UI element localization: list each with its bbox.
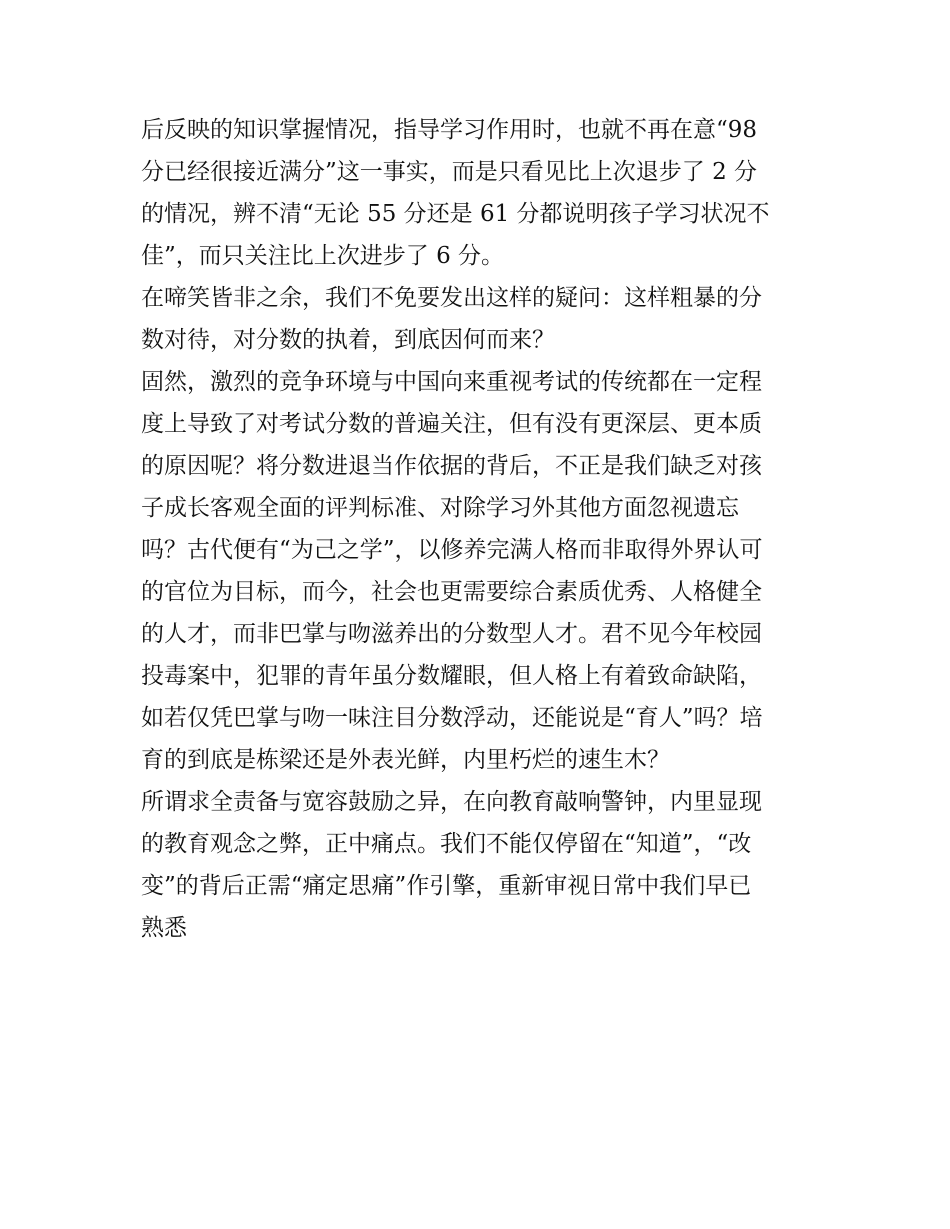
document-body <box>141 109 813 949</box>
text-line: 育的到底是栋梁还是外表光鲜，内里朽烂的速生木？ <box>141 747 670 773</box>
text-line: 子成长客观全面的评判标准、对除学习外其他方面忽视遗忘 <box>141 495 739 521</box>
text-line: 的人才，而非巴掌与吻滋养出的分数型人才。君不见今年校园 <box>141 621 762 647</box>
text-line: 投毒案中，犯罪的青年虽分数耀眼，但人格上有着致命缺陷， <box>141 663 762 689</box>
text-line: 如若仅凭巴掌与吻一味注目分数浮动，还能说是“育人”吗？培 <box>141 705 763 731</box>
text-line: 所谓求全责备与宽容鼓励之异，在向教育敲响警钟，内里显现 <box>141 789 762 815</box>
text-line: 度上导致了对考试分数的普遍关注，但有没有更深层、更本质 <box>141 411 762 437</box>
text-line: 熟悉 <box>141 915 187 941</box>
text-line: 的情况，辨不清“无论 55 分还是 61 分都说明孩子学习状况不 <box>141 201 770 227</box>
text-line: 在啼笑皆非之余，我们不免要发出这样的疑问：这样粗暴的分 <box>141 285 762 311</box>
text-line: 吗？古代便有“为己之学”，以修养完满人格而非取得外界认可 <box>141 537 763 563</box>
text-line: 的教育观念之弊，正中痛点。我们不能仅停留在“知道”，“改 <box>141 831 752 857</box>
text-line: 变”的背后正需“痛定思痛”作引擎，重新审视日常中我们早已 <box>141 873 752 899</box>
text-line: 后反映的知识掌握情况，指导学习作用时，也就不再在意“98 <box>141 117 758 143</box>
text-line: 固然，激烈的竞争环境与中国向来重视考试的传统都在一定程 <box>141 369 762 395</box>
text-line: 数对待，对分数的执着，到底因何而来？ <box>141 327 555 353</box>
text-line: 的原因呢？将分数进退当作依据的背后，不正是我们缺乏对孩 <box>141 453 762 479</box>
text-line: 的官位为目标，而今，社会也更需要综合素质优秀、人格健全 <box>141 579 762 605</box>
text-line: 佳”，而只关注比上次进步了 6 分。 <box>141 243 505 269</box>
text-line: 分已经很接近满分”这一事实，而是只看见比上次退步了 2 分 <box>141 159 758 185</box>
